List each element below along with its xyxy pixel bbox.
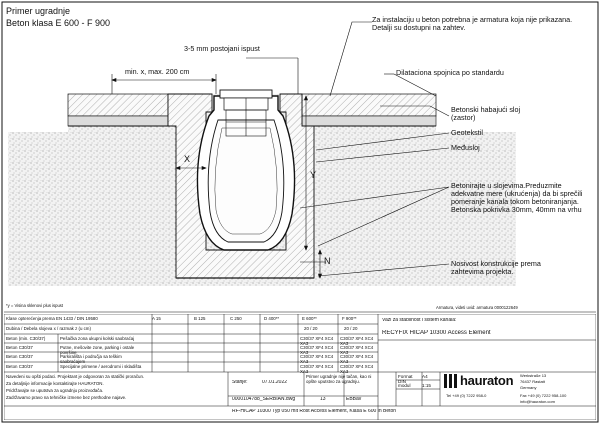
format-value: A4 bbox=[422, 374, 428, 379]
dim-y-label: Y bbox=[310, 170, 317, 180]
scale-label: modul bbox=[398, 383, 411, 388]
row-label-3: Pešačka zona ukupni kolski saobraćaj bbox=[60, 336, 135, 341]
e-value-3: C30/37 XF4 XC4 XA3 bbox=[300, 364, 334, 375]
class-c250: C 250 bbox=[230, 316, 242, 321]
disclaimer-0: Navedeni su opšti podaci. Projektant je odgovoran za statički proračun. bbox=[6, 374, 145, 379]
dim-x-label: X bbox=[184, 154, 191, 164]
logo-text: hauraton bbox=[460, 373, 514, 388]
note-armatura-ref: Armatura, videti uvid: armatura 0000122649 bbox=[436, 305, 518, 310]
row-label-6: Specijalne primene / aerodromi i skladišta bbox=[60, 364, 142, 369]
min-max-label: min. x, max. 200 cm bbox=[125, 67, 190, 76]
mid-label-2: Beton C30/37 bbox=[6, 364, 33, 369]
note-visina: *y = Visina sklenovi plus ispust bbox=[6, 303, 64, 308]
disclaimer-2: Pridržavajte se uputstva za ugradnju proizvođača. bbox=[6, 388, 104, 393]
address-0: Werkstraße 13 bbox=[520, 374, 547, 378]
address-2: Germany bbox=[520, 386, 537, 390]
class-f900: F 900** bbox=[342, 316, 357, 321]
callout-dilataciona: Dilataciona spojnica po standardu bbox=[396, 68, 504, 77]
f-value-1: C30/37 XF4 XC4 XA3 bbox=[340, 345, 374, 356]
stanje-date: 07.01.2022 bbox=[262, 380, 288, 385]
contact-2: info@hauraton.com bbox=[520, 400, 555, 404]
class-f900-sub: 20 / 20 bbox=[344, 326, 358, 331]
dim-n-label: N bbox=[324, 256, 331, 266]
row-label-4: Putne, mešovite zone, parking i ostale površine bbox=[60, 345, 135, 356]
ispust-label: 3-5 mm postojani ispust bbox=[184, 44, 260, 53]
footer-description: RF-HICAP 10300 Typ 050 mit Rost Access Element, Klasa E 600 in Beton bbox=[232, 409, 397, 414]
mid-label-1: Beton C30/37 bbox=[6, 354, 33, 359]
header-subtitle: Beton klasa E 600 - F 900 bbox=[6, 18, 111, 28]
ref-label: Važi za stabilnost i sistem kanala: bbox=[382, 318, 457, 323]
disclaimer-1: Za detaljnije informacije kontaktirajte HAURATON. bbox=[6, 381, 104, 386]
row-label-0: Klase opterećenja prema EN 1433 / DIN 19580 bbox=[6, 316, 98, 321]
header-title: Primer ugradnje bbox=[6, 6, 71, 16]
row-label-2: Beton (min. C30/37) bbox=[6, 336, 46, 341]
row-label-5: Parkirališta i područja sa teškim saobraćajem bbox=[60, 354, 122, 365]
callout-geotekstil: Geotekstil bbox=[451, 128, 483, 137]
e-value-1: C30/37 XF4 XC4 XA3 bbox=[300, 345, 334, 356]
f-value-0: C30/37 XF4 XC4 XA3 bbox=[340, 336, 374, 347]
note-title: Primer ugradnje nije tačan, kao ni opšte uputstvo za ugradnju. bbox=[306, 374, 372, 385]
drawing-number: 0000104788_SERBIAN.dwg bbox=[232, 397, 296, 402]
callout-betonirajte: Betonirajte u slojevima.Preduzmite adekvatne mere (ukrućenja) da bi sprečili pomeranje kanala tokom betoniranjanja. Betonska pokrivka 30mm, 40mm na vrhu bbox=[451, 181, 583, 215]
class-b125: B 125 bbox=[194, 316, 206, 321]
f-value-2: C30/37 XF4 XC4 XA3 bbox=[340, 354, 374, 365]
row-label-1: Dubina / Debela slojeva x / razmak z (u cm) bbox=[6, 326, 91, 331]
address-1: 76437 Rastatt bbox=[520, 380, 545, 384]
hauraton-logo bbox=[444, 372, 518, 390]
disclaimer-3: Zadržavamo pravo na tehničke izmene bez prethodne najave. bbox=[6, 395, 127, 400]
stanje-label: Stanje: bbox=[232, 380, 248, 385]
contact-1: Fax +49 (0) 7222 958-100 bbox=[520, 394, 567, 398]
product-name: RECYFIX HICAP 10300 Access Element bbox=[382, 330, 491, 336]
class-e600: E 600** bbox=[302, 316, 317, 321]
callout-medusloj: Međusloj bbox=[451, 143, 480, 152]
scale-value: 1:15 bbox=[422, 383, 431, 388]
class-a15: A 15 bbox=[152, 316, 161, 321]
callout-habajuci: Betonski habajući sloj (zastor) bbox=[451, 105, 521, 123]
sheet-number: 13 bbox=[320, 397, 326, 402]
callout-noseca: Nosivost konstrukcije prema zahtevima projekta. bbox=[451, 259, 541, 277]
class-e600-sub: 20 / 20 bbox=[304, 326, 318, 331]
callout-armatura: Za instalaciju u beton potrebna je armatura koja nije prikazana. Detalji su dostupni na zahtev. bbox=[372, 15, 573, 33]
contact-0: Tel +49 (0) 7222 958-0 bbox=[446, 394, 487, 398]
mid-label-0: Beton C30/37 bbox=[6, 345, 33, 350]
f-value-3: C30/37 XF4 XC4 XA3 bbox=[340, 364, 374, 375]
language-code: EBBav bbox=[346, 397, 362, 402]
format-label: Format DIN bbox=[398, 374, 413, 385]
e-value-0: C30/37 XF4 XC4 XA3 bbox=[300, 336, 334, 347]
class-d400: D 400** bbox=[264, 316, 280, 321]
e-value-2: C30/37 XF4 XC4 XA3 bbox=[300, 354, 334, 365]
